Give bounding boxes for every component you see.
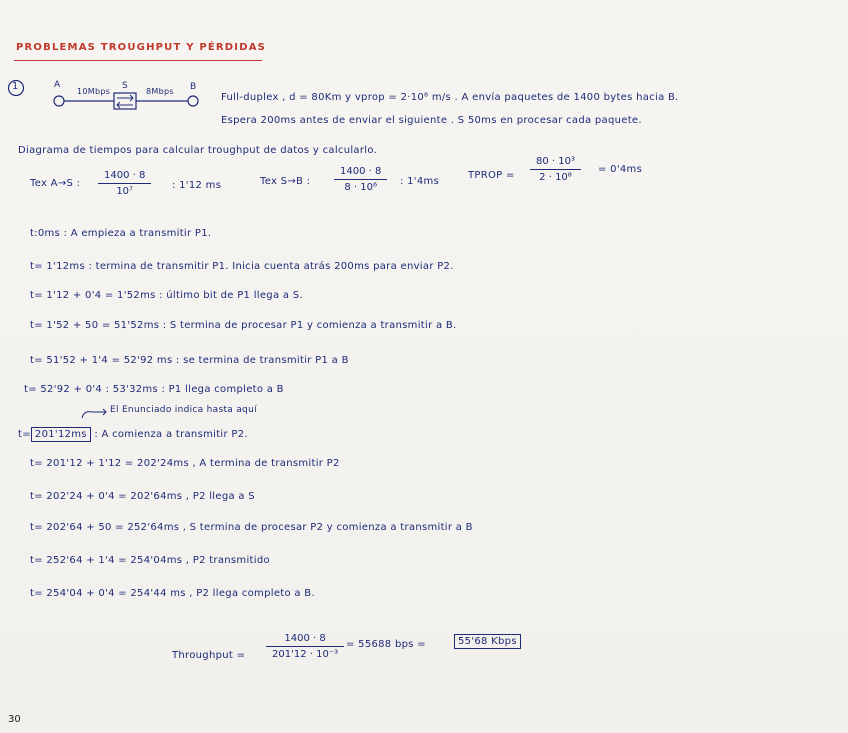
tprop-fraction bbox=[530, 156, 581, 183]
step-line: t= 51'52 + 1'4 = 52'92 ms : se termina de transmitir P1 a B bbox=[30, 355, 349, 366]
tx-sb-fraction bbox=[334, 166, 387, 193]
tx-sb-denominator: 8 · 10⁶ bbox=[344, 182, 377, 193]
step-line: t= 1'52 + 50 = 51'52ms : S termina de procesar P1 y comienza a transmitir a B. bbox=[30, 320, 457, 331]
annotation-text: El Enunciado indica hasta aquí bbox=[110, 405, 257, 415]
page-title: PROBLEMAS TROUGHPUT Y PÉRDIDAS bbox=[16, 42, 267, 53]
throughput-result bbox=[454, 636, 521, 647]
throughput-denominator: 201'12 · 10⁻³ bbox=[272, 649, 339, 660]
step-line: t= 202'24 + 0'4 = 202'64ms , P2 llega a S bbox=[30, 491, 255, 502]
step-line: t= 1'12 + 0'4 = 1'52ms : último bit de P1 llega a S. bbox=[30, 290, 303, 301]
step-line: t= 1'12ms : termina de transmitir P1. Inicia cuenta atrás 200ms para enviar P2. bbox=[30, 261, 454, 272]
tprop-numerator: 80 · 10³ bbox=[536, 156, 575, 167]
step-line: t:0ms : A empieza a transmitir P1. bbox=[30, 228, 212, 239]
throughput-numerator: 1400 · 8 bbox=[284, 633, 326, 644]
annotation-arrow-icon bbox=[80, 406, 110, 422]
step-line: t= 254'04 + 0'4 = 254'44 ms , P2 llega completo a B. bbox=[30, 588, 315, 599]
tx-sb-result: : 1'4ms bbox=[400, 176, 440, 187]
diagram-heading: Diagrama de tiempos para calcular troughput de datos y calcularlo. bbox=[18, 145, 378, 156]
node-b-label: B bbox=[190, 82, 197, 92]
throughput-equals: = 55688 bps = bbox=[346, 639, 426, 650]
tprop-result: = 0'4ms bbox=[598, 164, 643, 175]
page-number: 30 bbox=[8, 714, 21, 725]
statement-line-1: Full-duplex , d = 80Km y vprop = 2·10⁸ m/s . A envía paquetes de 1400 bytes hacia B. bbox=[221, 92, 679, 103]
throughput-label: Throughput = bbox=[172, 650, 246, 661]
tx-as-numerator: 1400 · 8 bbox=[104, 170, 146, 181]
tx-as-result: : 1'12 ms bbox=[172, 180, 222, 191]
title-underline bbox=[14, 60, 262, 61]
throughput-fraction bbox=[266, 633, 344, 660]
boxed-step bbox=[18, 429, 248, 440]
step-line: t= 201'12 + 1'12 = 202'24ms , A termina de transmitir P2 bbox=[30, 458, 340, 469]
tx-as-denominator: 10⁷ bbox=[116, 186, 134, 197]
link-left-speed: 10Mbps bbox=[77, 87, 111, 96]
node-a-label: A bbox=[54, 80, 61, 90]
tx-sb-numerator: 1400 · 8 bbox=[340, 166, 382, 177]
boxed-time: 201'12ms bbox=[31, 427, 91, 442]
problem-number: 1 bbox=[12, 81, 19, 92]
node-s-label: S bbox=[122, 81, 129, 91]
fraction-bar bbox=[98, 183, 151, 184]
step-line: t= 202'64 + 50 = 252'64ms , S termina de procesar P2 y comienza a transmitir a B bbox=[30, 522, 473, 533]
step-line: t= 252'64 + 1'4 = 254'04ms , P2 transmitido bbox=[30, 555, 270, 566]
boxed-step-text: : A comienza a transmitir P2. bbox=[94, 429, 248, 440]
tx-as-label: Tex A→S : bbox=[30, 178, 81, 189]
tprop-denominator: 2 · 10⁸ bbox=[539, 172, 572, 183]
boxed-step-prefix: t= bbox=[18, 429, 31, 440]
statement-line-2: Espera 200ms antes de enviar el siguiente . S 50ms en procesar cada paquete. bbox=[221, 115, 642, 126]
fraction-bar bbox=[530, 169, 581, 170]
network-diagram bbox=[50, 84, 210, 124]
fraction-bar bbox=[334, 179, 387, 180]
throughput-boxed-result: 55'68 Kbps bbox=[454, 634, 521, 649]
step-line: t= 52'92 + 0'4 : 53'32ms : P1 llega completo a B bbox=[24, 384, 284, 395]
tx-sb-label: Tex S→B : bbox=[260, 176, 311, 187]
tprop-label: TPROP = bbox=[468, 170, 515, 181]
fraction-bar bbox=[266, 646, 344, 647]
link-right-speed: 8Mbps bbox=[146, 87, 174, 96]
tx-as-fraction bbox=[98, 170, 151, 197]
